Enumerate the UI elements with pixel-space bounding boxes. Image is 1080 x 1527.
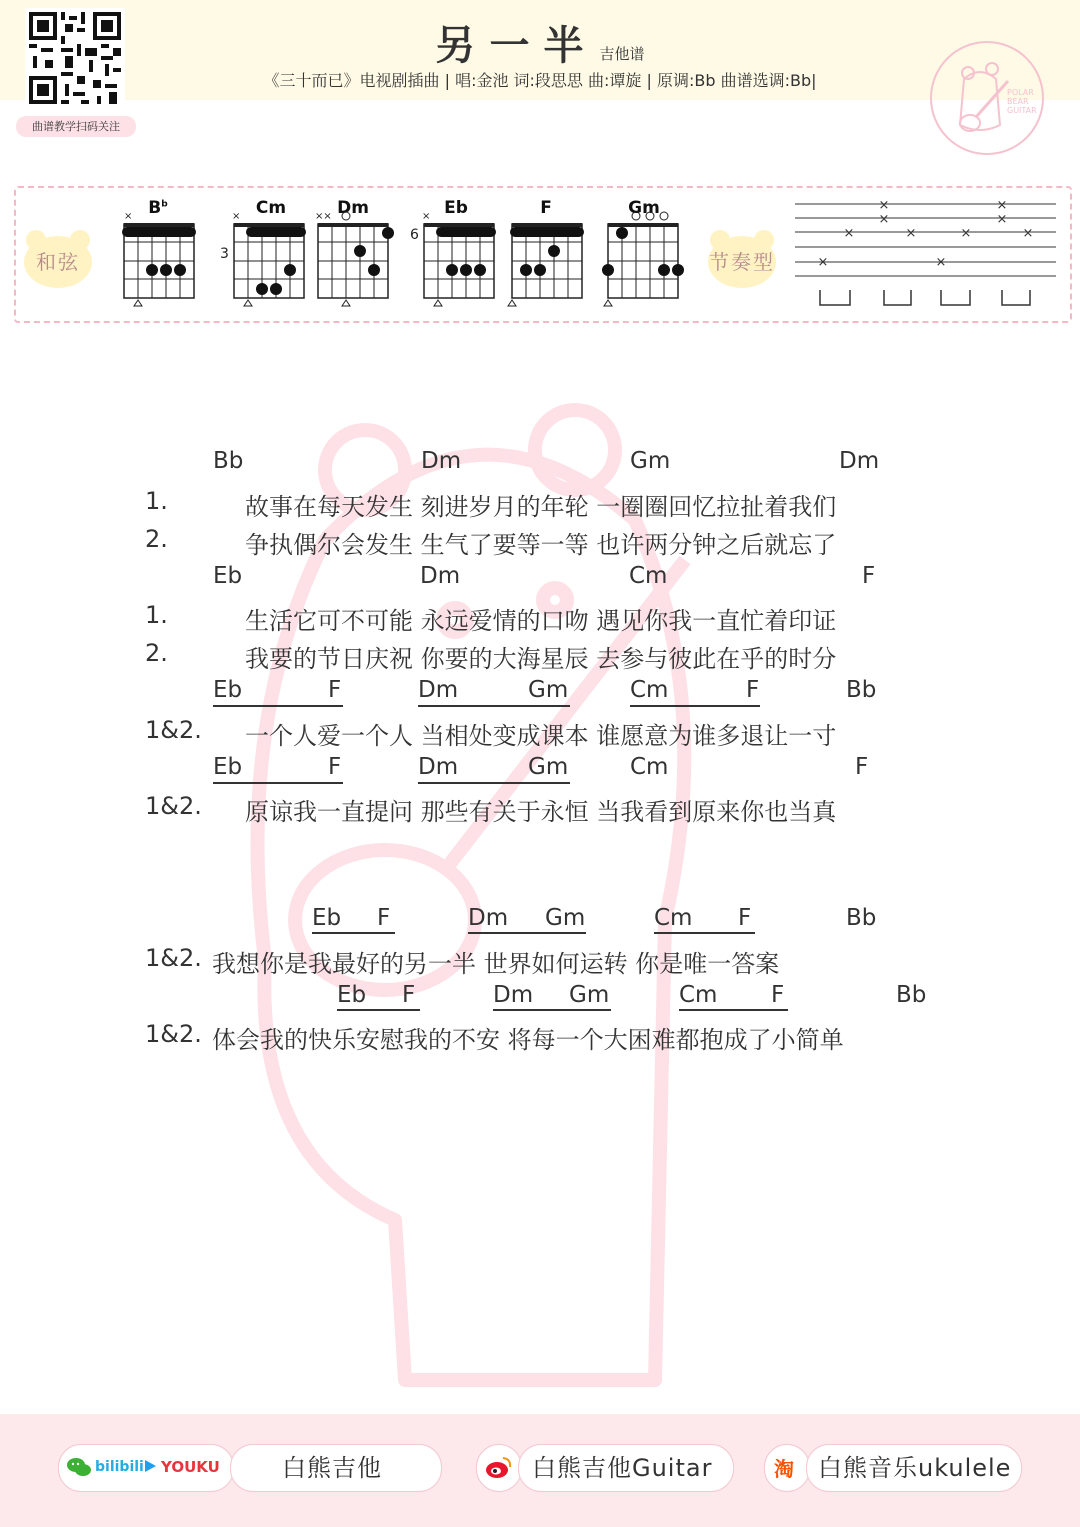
svg-text:×: × [960, 226, 972, 241]
lyric-chord: Dm [421, 448, 462, 474]
chord-underline [418, 782, 570, 784]
chord-underline [493, 1009, 611, 1011]
verse-number: 1&2. [145, 944, 202, 972]
verse-number: 1. [145, 601, 168, 629]
rhythm-label: 节奏型 [709, 250, 775, 274]
svg-text:×: × [422, 211, 431, 222]
svg-text:×: × [878, 198, 890, 213]
lyric-chord: Cm [654, 905, 693, 931]
lyric-chord: Cm [679, 982, 718, 1008]
lyric-chord: Bb [896, 982, 927, 1008]
chord-underline [630, 705, 760, 707]
weibo-account-name: 白熊吉他Guitar [532, 1454, 713, 1482]
lyric-chord: Dm [418, 754, 459, 780]
lyric-line: 故事在每天发生 刻进岁月的年轮 一圈圈回忆拉扯着我们 [245, 493, 837, 521]
title-suffix: 吉他谱 [599, 45, 645, 63]
lyric-chord: Cm [630, 677, 669, 703]
polar-bear-logo [930, 35, 1045, 160]
lyric-chord: Eb [213, 754, 243, 780]
verse-number: 1. [145, 487, 168, 515]
lyric-line: 一个人爱一个人 当相处变成课本 谁愿意为谁多退让一寸 [245, 722, 837, 750]
lyric-chord: F [862, 563, 876, 589]
bilibili-logo: bilibili [95, 1459, 144, 1475]
verse-number: 2. [145, 525, 168, 553]
lyric-chord: F [402, 982, 416, 1008]
chord-diagram-f [502, 196, 592, 316]
chord-name-bb: $B^b$ [148, 198, 168, 218]
svg-text:×: × [232, 211, 241, 222]
svg-text:×: × [817, 255, 829, 270]
chord-underline [337, 1009, 420, 1011]
verse-number: 1&2. [145, 792, 202, 820]
svg-text:×: × [905, 226, 917, 241]
lyric-line: 体会我的快乐安慰我的不安 将每一个大困难都抱成了小简单 [212, 1026, 844, 1054]
lyric-chord: Gm [630, 448, 671, 474]
svg-text:×: × [1022, 226, 1034, 241]
lyric-chord: F [377, 905, 391, 931]
lyric-line: 我要的节日庆祝 你要的大海星辰 去参与彼此在乎的时分 [245, 645, 837, 673]
lyric-line: 原谅我一直提问 那些有关于永恒 当我看到原来你也当真 [245, 798, 837, 826]
lyric-line: 我想你是我最好的另一半 世界如何运转 你是唯一答案 [212, 950, 780, 978]
chord-name-gm: Gm [628, 198, 660, 218]
lyric-line: 生活它可不可能 永远爱情的口吻 遇见你我一直忙着印证 [245, 607, 837, 635]
lyric-chord: Cm [630, 754, 669, 780]
lyric-chord: Dm [418, 677, 459, 703]
svg-text:×: × [996, 212, 1008, 227]
lyric-chord: F [855, 754, 869, 780]
verse-number: 1&2. [145, 1020, 202, 1048]
chords-label: 和弦 [36, 250, 80, 274]
lyric-chord: Eb [213, 563, 243, 589]
svg-text:×: × [843, 226, 855, 241]
lyric-chord: Dm [839, 448, 880, 474]
lyric-chord: Cm [629, 563, 668, 589]
lyric-chord: Dm [420, 563, 461, 589]
qr-caption: 曲谱教学扫码关注 [16, 116, 136, 137]
chord-underline [654, 932, 755, 934]
youku-logo: YOUKU [161, 1458, 220, 1476]
chord-underline [679, 1009, 788, 1011]
chord-name-f: F [540, 198, 552, 218]
chord-diagram-cm [224, 196, 314, 316]
chord-underline [468, 932, 586, 934]
chord-name-cm: Cm [255, 198, 287, 218]
svg-text:POLAR: POLAR [1007, 88, 1034, 97]
lyric-chord: Gm [528, 754, 569, 780]
lyric-chord: Bb [213, 448, 244, 474]
fret-label-eb: 6 [410, 227, 419, 243]
chord-diagram-gm [598, 196, 688, 316]
lyric-chord: Bb [846, 677, 877, 703]
chord-underline [312, 932, 395, 934]
svg-text:×: × [878, 212, 890, 227]
weibo-icon [485, 1454, 513, 1480]
wechat-icon [66, 1456, 92, 1478]
lyric-chord: F [328, 754, 342, 780]
chord-underline [213, 705, 343, 707]
chord-diagram-dm [308, 196, 398, 316]
lyric-chord: Bb [846, 905, 877, 931]
lyric-chord: Gm [545, 905, 586, 931]
song-title: 另一半 [435, 23, 598, 69]
verse-number: 1&2. [145, 716, 202, 744]
lyric-chord: Gm [569, 982, 610, 1008]
account-name: 白熊吉他 [282, 1454, 382, 1482]
verse-number: 2. [145, 639, 168, 667]
lyric-chord: Eb [337, 982, 367, 1008]
lyric-chord: Eb [213, 677, 243, 703]
taobao-account-name: 白熊音乐ukulele [818, 1454, 1012, 1482]
lyric-chord: F [771, 982, 785, 1008]
lyric-chord: Eb [312, 905, 342, 931]
lyric-chord: Dm [493, 982, 534, 1008]
lyric-chord: F [738, 905, 752, 931]
song-subtitle: 《三十而已》电视剧插曲 | 唱:金池 词:段思思 曲:谭旋 | 原调:Bb 曲谱选调:Bb| [263, 71, 817, 90]
chord-name-dm: Dm [337, 198, 369, 218]
chord-name-eb: Eb [444, 198, 468, 218]
chord-diagram-bb [114, 196, 204, 316]
lyric-chord: F [746, 677, 760, 703]
lyric-chord: Dm [468, 905, 509, 931]
taobao-icon: 淘 [774, 1457, 794, 1481]
svg-text:GUITAR: GUITAR [1007, 106, 1037, 115]
youku-play-icon [143, 1458, 157, 1472]
chord-underline [213, 782, 343, 784]
fret-label-cm: 3 [220, 246, 229, 262]
lyric-chord: F [328, 677, 342, 703]
lyric-line: 争执偶尔会发生 生气了要等一等 也许两分钟之后就忘了 [245, 531, 837, 559]
svg-text:×: × [996, 198, 1008, 213]
lyric-chord: Gm [528, 677, 569, 703]
chord-diagram-eb [414, 196, 504, 316]
svg-text:××: ×× [315, 211, 332, 222]
svg-text:BEAR: BEAR [1007, 97, 1029, 106]
chord-underline [418, 705, 570, 707]
rhythm-pattern [790, 192, 1060, 314]
svg-text:×: × [935, 255, 947, 270]
song-title-block [0, 14, 1080, 71]
svg-text:×: × [124, 211, 133, 222]
